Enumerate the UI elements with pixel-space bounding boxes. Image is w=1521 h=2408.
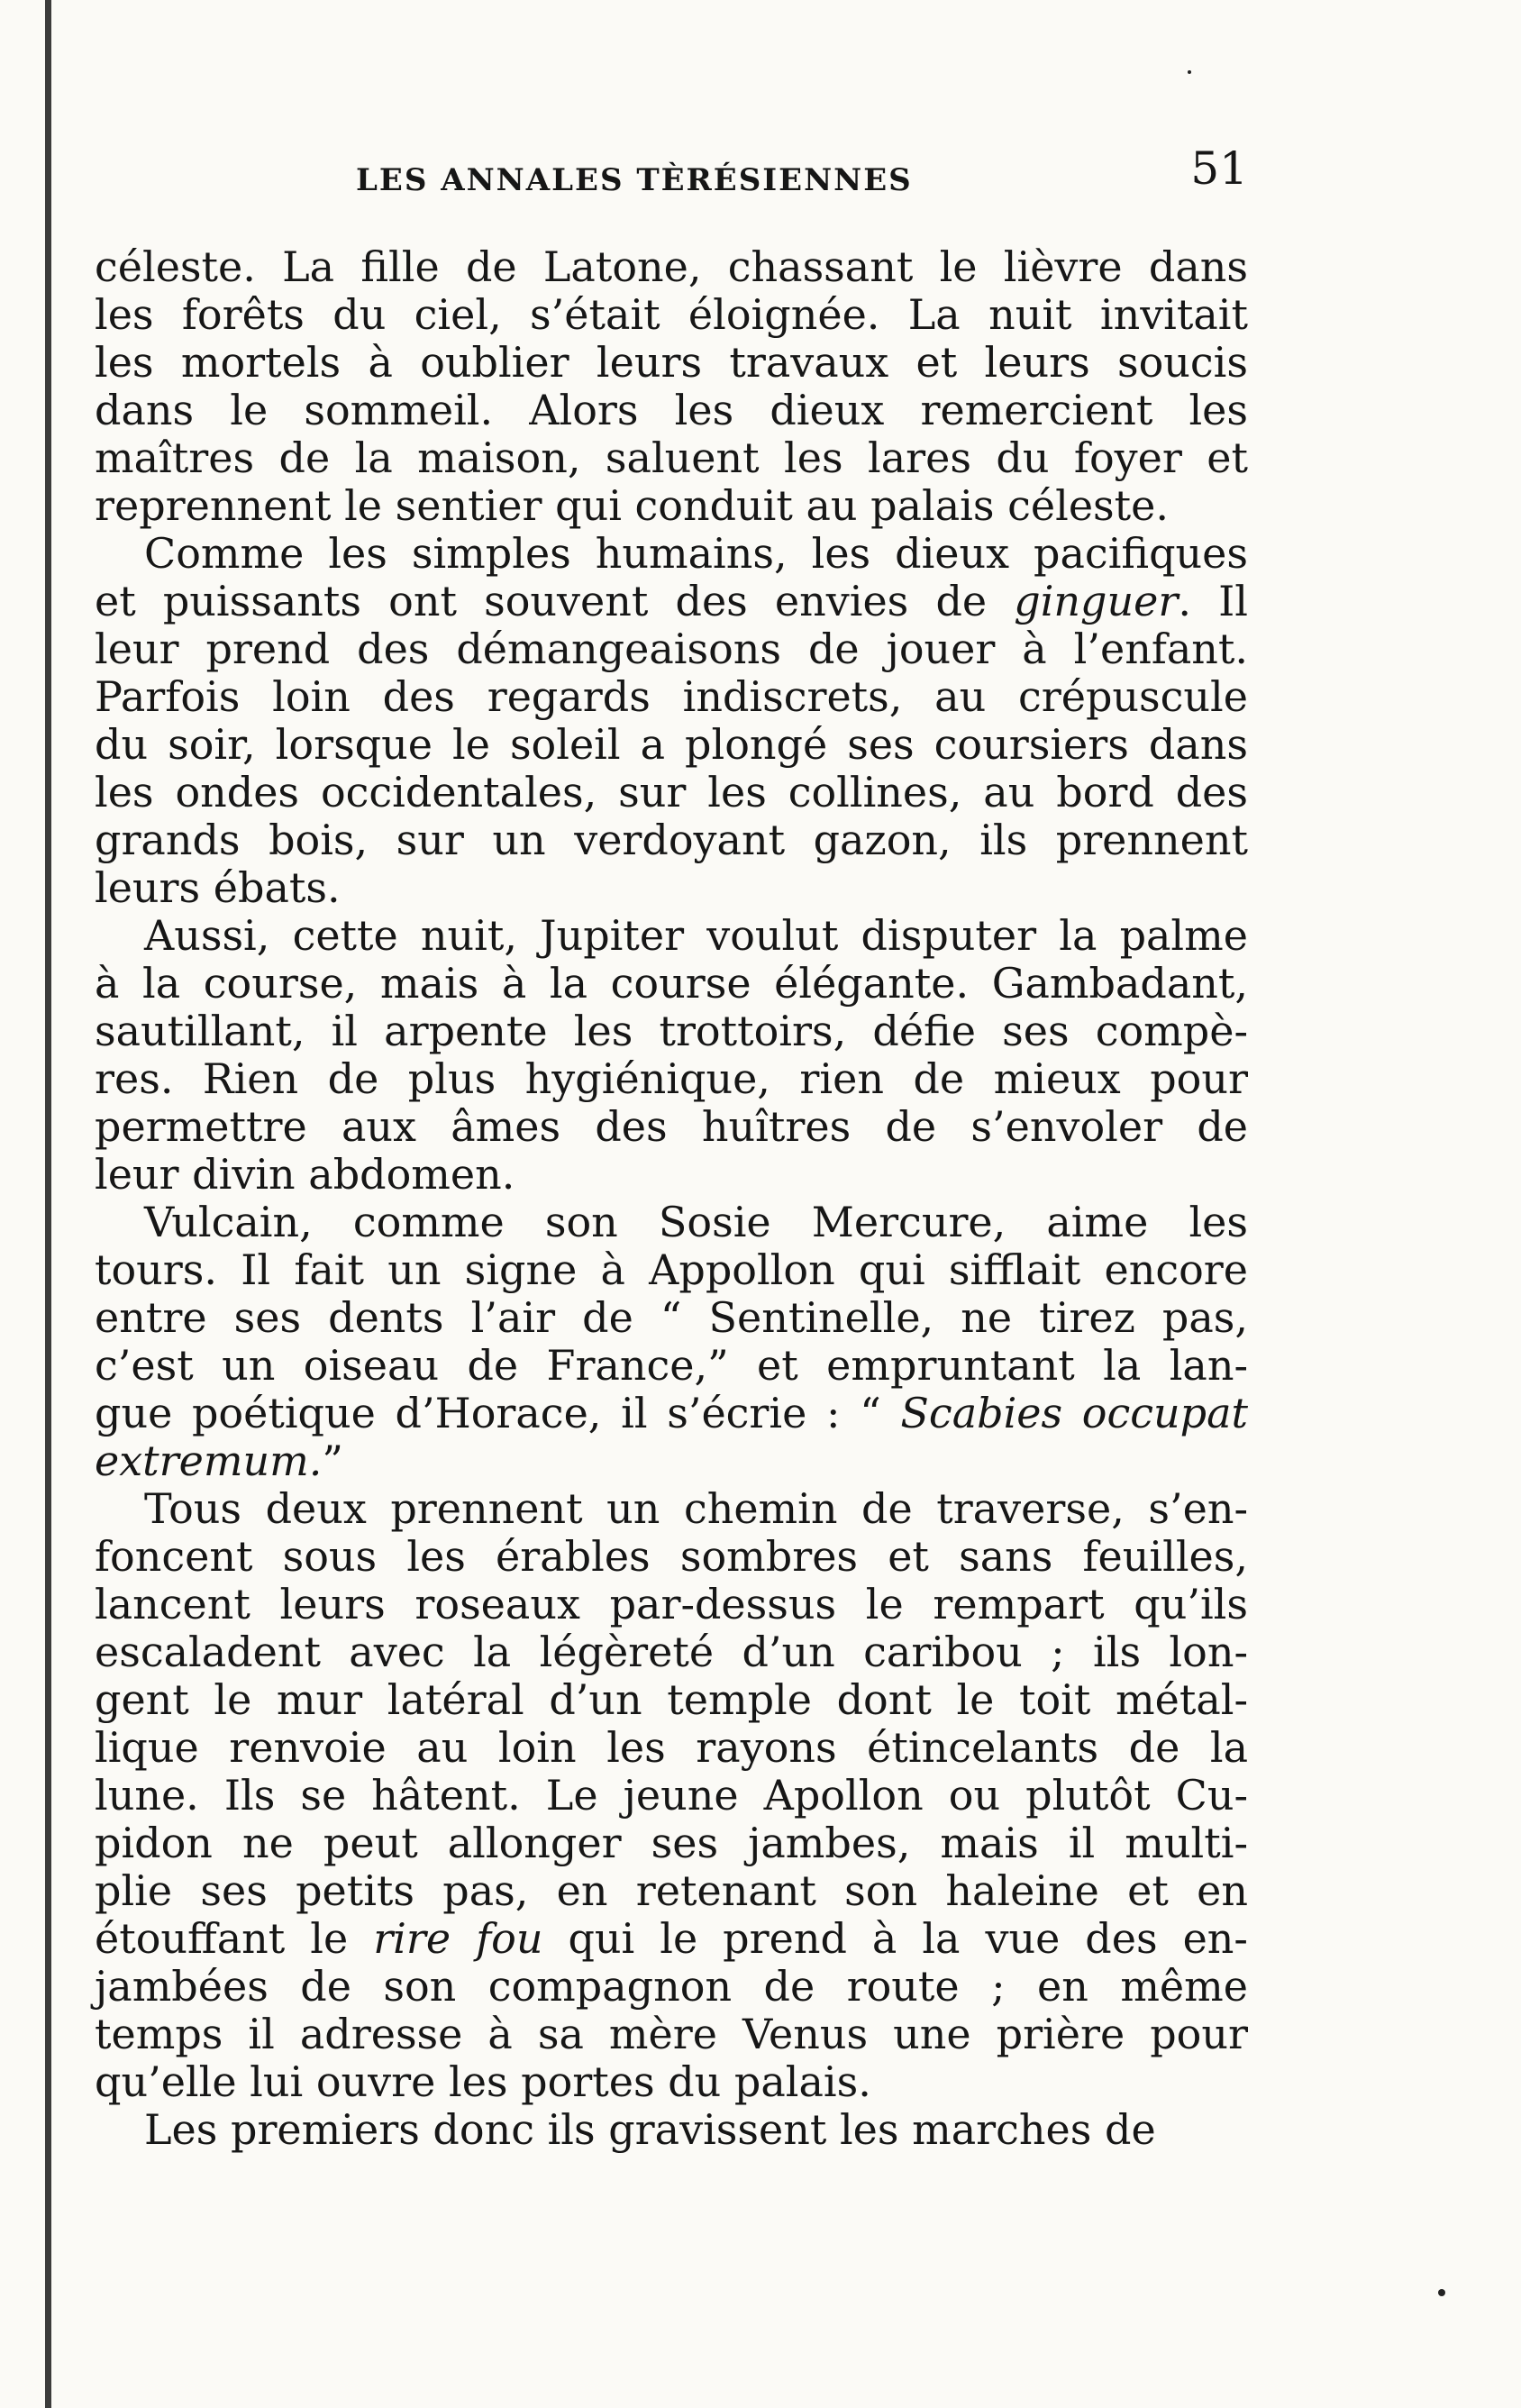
text-line: céleste. La fille de Latone, chassant le lièvre dans — [95, 242, 1248, 291]
text-line: escaladent avec la légèreté d’un caribou ; ils lon- — [95, 1628, 1248, 1676]
text-line: maîtres de la maison, saluent les lares du foyer et — [95, 433, 1248, 482]
binding-edge — [45, 0, 51, 2408]
paragraph-p4 — [95, 1199, 1248, 1485]
text-line: gue poétique d’Horace, il s’écrie : “ Scabies occupat — [95, 1389, 1248, 1437]
text-line: les mortels à oublier leurs travaux et leurs soucis — [95, 338, 1248, 387]
text-line: Aussi, cette nuit, Jupiter voulut disputer la palme — [144, 911, 1248, 960]
paragraph-p5 — [95, 1485, 1248, 2106]
text-line: plie ses petits pas, en retenant son haleine et en — [95, 1866, 1248, 1915]
paragraph-p3 — [95, 912, 1248, 1199]
page-header — [95, 135, 1248, 207]
text-line: c’est un oiseau de France,” et empruntant la lan- — [95, 1341, 1248, 1390]
text-line: lancent leurs roseaux par-dessus le rempart qu’ils — [95, 1580, 1248, 1628]
text-line: étouffant le rire fou qui le prend à la vue des en- — [95, 1914, 1248, 1963]
italic-phrase: Scabies occupat — [900, 1389, 1248, 1437]
text-line: permettre aux âmes des huîtres de s’envoler de — [95, 1102, 1248, 1151]
text-line: à la course, mais à la course élégante. Gambadant, — [95, 959, 1248, 1008]
text-line: lique renvoie au loin les rayons étincelants de la — [95, 1723, 1248, 1772]
text-line: pidon ne peut allonger ses jambes, mais il multi- — [95, 1819, 1248, 1867]
text-line: Comme les simples humains, les dieux pacifiques — [144, 529, 1248, 578]
italic-phrase: extremum. — [95, 1437, 323, 1485]
paragraph-p1 — [95, 243, 1248, 530]
paragraph-p6 — [95, 2106, 1248, 2154]
body-text — [95, 243, 1248, 2154]
text-line: Parfois loin des regards indiscrets, au crépuscule — [95, 672, 1248, 721]
text-line: du soir, lorsque le soleil a plongé ses coursiers dans — [95, 720, 1248, 769]
text-line: lune. Ils se hâtent. Le jeune Apollon ou plutôt Cu- — [95, 1771, 1248, 1820]
speck — [1188, 70, 1191, 74]
gutter-marks — [0, 0, 36, 2408]
book-page — [95, 135, 1248, 2154]
page-number: 51 — [1190, 142, 1248, 195]
text-line: Vulcain, comme son Sosie Mercure, aime les — [144, 1198, 1248, 1246]
text-line: res. Rien de plus hygiénique, rien de mieux pour — [95, 1054, 1248, 1103]
text-line: tours. Il fait un signe à Appollon qui sifflait encore — [95, 1245, 1248, 1294]
text-line: reprennent le sentier qui conduit au palais céleste. — [95, 481, 1169, 530]
text-line: sautillant, il arpente les trottoirs, défie ses compè- — [95, 1007, 1248, 1055]
text-line: Les premiers donc ils gravissent les marches de — [144, 2105, 1156, 2154]
text-line: jambées de son compagnon de route ; en même — [95, 1962, 1248, 2011]
text-line: leurs ébats. — [95, 863, 341, 912]
speck — [1438, 2289, 1445, 2296]
text-line: extremum.” — [95, 1437, 343, 1485]
text-line: et puissants ont souvent des envies de ginguer. Il — [95, 577, 1248, 625]
text-line: entre ses dents l’air de “ Sentinelle, ne tirez pas, — [95, 1293, 1248, 1342]
text-line: les forêts du ciel, s’était éloignée. La nuit invitait — [95, 290, 1248, 339]
running-title: LES ANNALES TÈRÉSIENNES — [356, 162, 913, 198]
text-line: foncent sous les érables sombres et sans feuilles, — [95, 1532, 1248, 1581]
text-line: les ondes occidentales, sur les collines, au bord des — [95, 768, 1248, 816]
italic-phrase: rire fou — [373, 1914, 543, 1963]
text-line: qu’elle lui ouvre les portes du palais. — [95, 2057, 871, 2106]
text-line: grands bois, sur un verdoyant gazon, ils prennent — [95, 816, 1248, 864]
text-line: leur divin abdomen. — [95, 1150, 515, 1199]
text-line: gent le mur latéral d’un temple dont le toit métal- — [95, 1675, 1248, 1724]
paragraph-p2 — [95, 530, 1248, 912]
text-line: dans le sommeil. Alors les dieux remercient les — [95, 386, 1248, 434]
italic-phrase: ginguer — [1014, 577, 1179, 625]
text-line: Tous deux prennent un chemin de traverse, s’en- — [144, 1484, 1248, 1533]
text-line: temps il adresse à sa mère Venus une prière pour — [95, 2010, 1248, 2058]
text-line: leur prend des démangeaisons de jouer à l’enfant. — [95, 625, 1248, 673]
